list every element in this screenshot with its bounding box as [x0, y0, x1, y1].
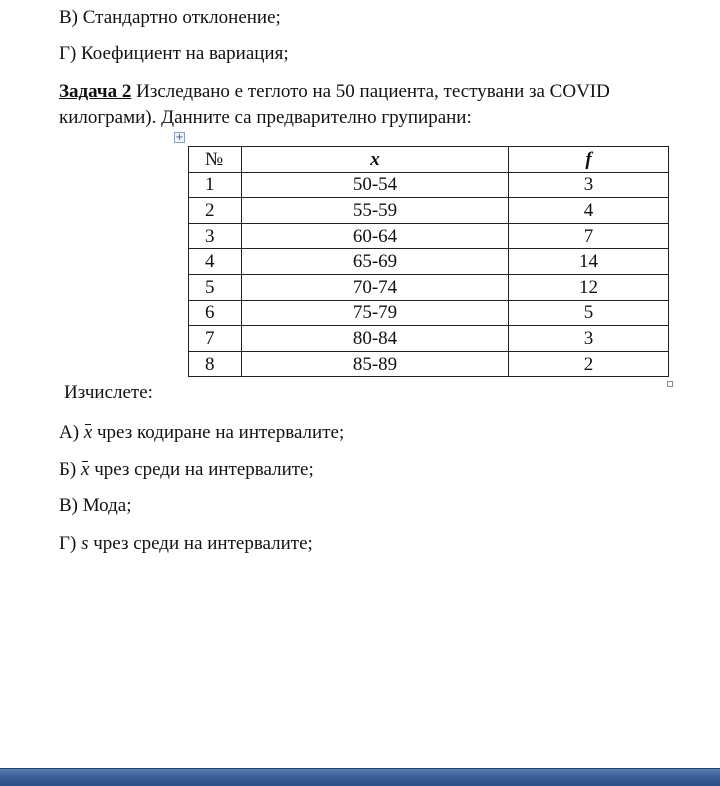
table-row: [189, 351, 669, 377]
item-b: [59, 458, 314, 482]
header-x: x: [242, 147, 509, 173]
table-move-handle-icon[interactable]: +: [175, 132, 184, 143]
table-row: [189, 223, 669, 249]
cell-interval: 65-69: [242, 249, 509, 275]
cell-number: 2: [189, 198, 242, 224]
cell-number: 8: [189, 351, 242, 377]
item-b-prefix: Б): [59, 459, 81, 480]
cell-frequency: 7: [509, 223, 669, 249]
cell-interval: 85-89: [242, 351, 509, 377]
table-row: [189, 172, 669, 198]
cell-number: 3: [189, 223, 242, 249]
item-a-prefix: А): [59, 422, 84, 443]
cell-frequency: 2: [509, 351, 669, 377]
item-a-text: чрез кодиране на интервалите;: [92, 422, 345, 443]
cell-number: 7: [189, 326, 242, 352]
table-row: [189, 249, 669, 275]
table-row: [189, 326, 669, 352]
item-g-text: чрез среди на интервалите;: [88, 533, 313, 554]
table-row: [189, 274, 669, 300]
item-b-text: чрез среди на интервалите;: [89, 459, 314, 480]
cell-number: 1: [189, 172, 242, 198]
taskbar: [0, 768, 720, 786]
cell-number: 6: [189, 300, 242, 326]
item-v: В) Мода;: [59, 495, 132, 516]
cell-interval: 70-74: [242, 274, 509, 300]
cell-interval: 80-84: [242, 326, 509, 352]
cell-frequency: 14: [509, 249, 669, 275]
s-symbol: s: [81, 533, 89, 554]
item-g-prefix: Г): [59, 533, 82, 554]
cell-number: 5: [189, 274, 242, 300]
cell-interval: 50-54: [242, 172, 509, 198]
header-number: №: [189, 147, 242, 173]
calc-heading: Изчислете:: [64, 382, 153, 403]
header-f: f: [509, 147, 669, 173]
table-row: [189, 300, 669, 326]
task-2-line-2: килограми). Данните са предварително групирани:: [59, 107, 472, 128]
xbar-symbol: x: [81, 459, 90, 480]
cell-number: 4: [189, 249, 242, 275]
task-2-text: Изследвано е теглото на 50 пациента, тестувани за COVID: [131, 81, 610, 102]
table-resize-handle[interactable]: [667, 381, 673, 387]
item-std-deviation: В) Стандартно отклонение;: [59, 7, 281, 28]
cell-frequency: 3: [509, 172, 669, 198]
task-2-label: Задача 2: [59, 81, 132, 102]
item-a: [59, 421, 344, 445]
cell-interval: 60-64: [242, 223, 509, 249]
table-row: [189, 198, 669, 224]
item-coef-variation: Г) Коефициент на вариация;: [59, 43, 289, 64]
cell-frequency: 5: [509, 300, 669, 326]
table-header-row: [189, 147, 669, 173]
cell-frequency: 12: [509, 274, 669, 300]
cell-interval: 75-79: [242, 300, 509, 326]
cell-frequency: 4: [509, 198, 669, 224]
task-2-line-1: [59, 80, 610, 104]
cell-interval: 55-59: [242, 198, 509, 224]
item-g: [59, 532, 313, 556]
xbar-symbol: x: [83, 422, 93, 443]
data-table: [188, 146, 669, 377]
cell-frequency: 3: [509, 326, 669, 352]
